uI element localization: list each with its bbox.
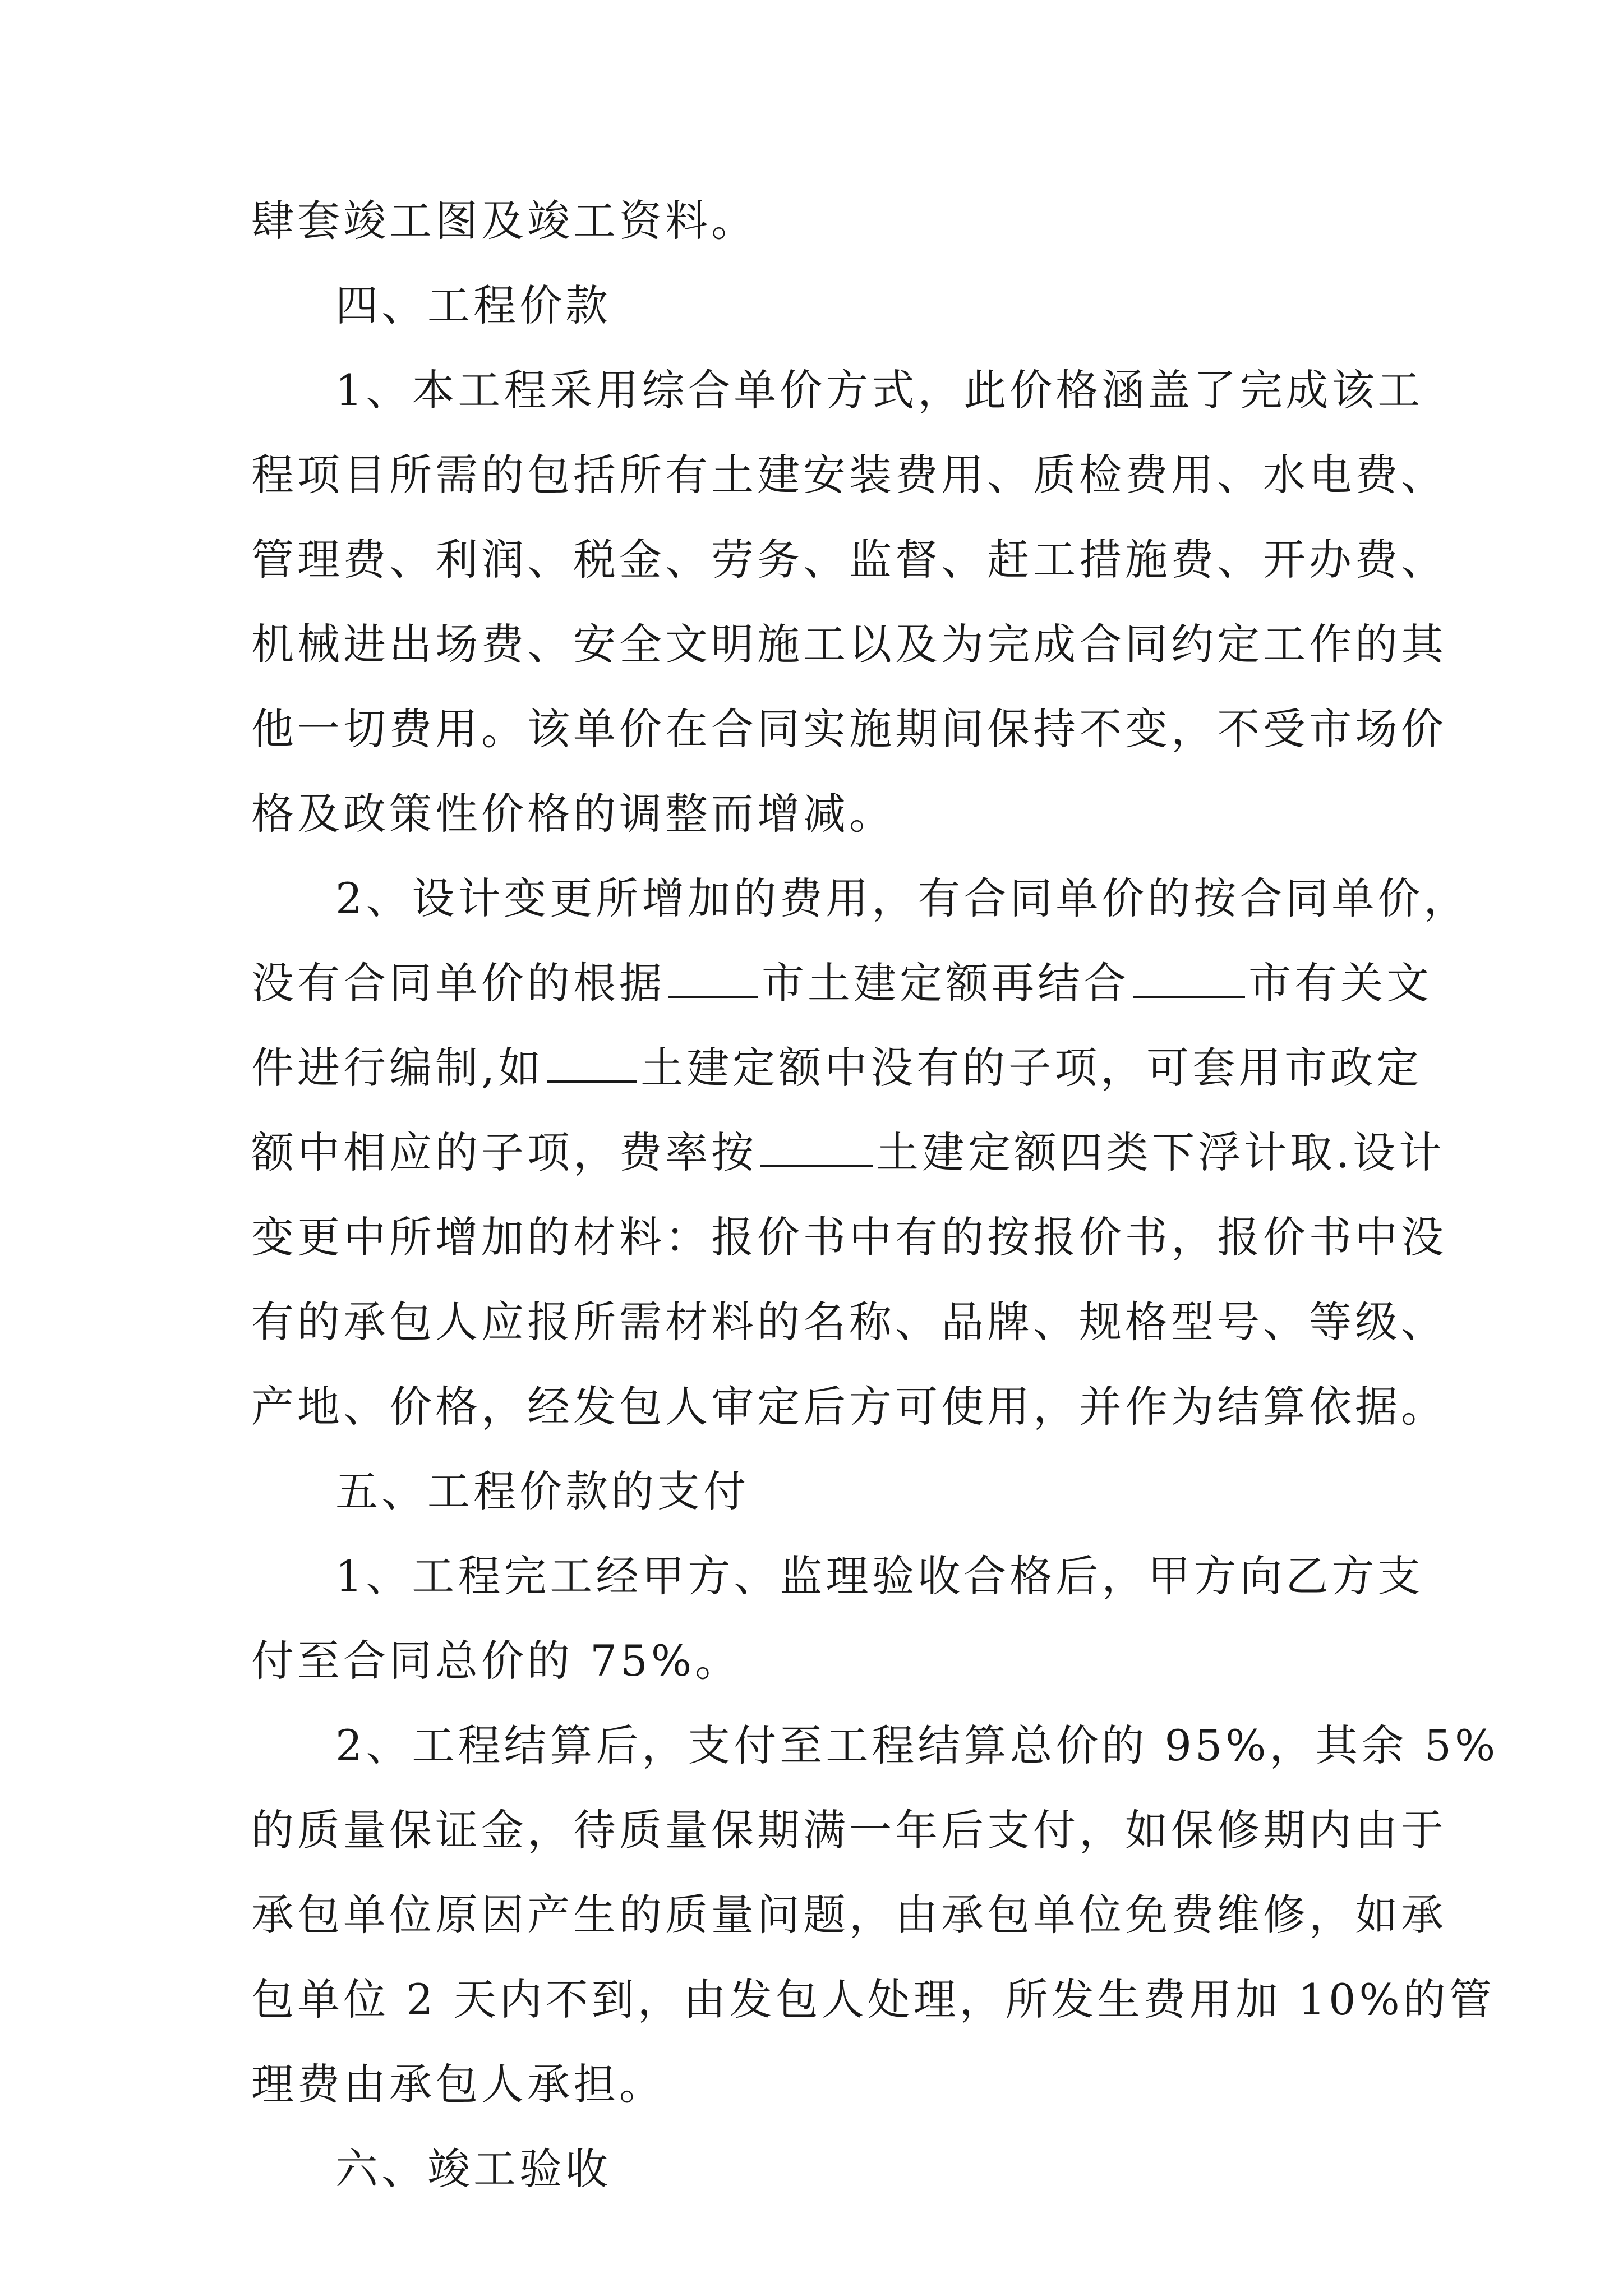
paragraph-line: 2、设计变更所增加的费用，有合同单价的按合同单价，	[335, 873, 1470, 923]
paragraph-line: 有的承包人应报所需材料的名称、品牌、规格型号、等级、	[251, 1297, 1447, 1347]
paragraph-line: 机械进出场费、安全文明施工以及为完成合同约定工作的其	[251, 619, 1447, 669]
paragraph-line: 的质量保证金，待质量保期满一年后支付，如保修期内由于	[251, 1805, 1447, 1855]
paragraph-line-with-blanks	[251, 1126, 1445, 1180]
line-text: 额中相应的子项，费率按	[251, 1128, 757, 1177]
fill-in-blank	[760, 1130, 873, 1167]
section-heading-6: 六、竣工验收	[335, 2144, 611, 2194]
paragraph-line: 肆套竣工图及竣工资料。	[251, 196, 757, 246]
paragraph-line: 承包单位原因产生的质量问题，由承包单位免费维修，如承	[251, 1890, 1447, 1940]
paragraph-line: 付至合同总价的 75%。	[251, 1636, 741, 1686]
line-text: 件进行编制,如	[251, 1043, 545, 1093]
line-text: 土建定额四类下浮计取.设计	[876, 1128, 1445, 1177]
fill-in-blank	[547, 1046, 637, 1083]
paragraph-line: 程项目所需的包括所有土建安装费用、质检费用、水电费、	[251, 450, 1447, 500]
paragraph-line-with-blanks	[251, 1041, 1422, 1095]
fill-in-blank	[1133, 961, 1245, 998]
paragraph-line: 1、本工程采用综合单价方式，此价格涵盖了完成该工	[335, 365, 1424, 415]
paragraph-line: 产地、价格，经发包人审定后方可使用，并作为结算依据。	[251, 1382, 1447, 1432]
line-text: 市有关文	[1248, 958, 1432, 1008]
paragraph-line: 格及政策性价格的调整而增减。	[251, 789, 895, 839]
paragraph-line: 1、工程完工经甲方、监理验收合格后，甲方向乙方支	[335, 1551, 1424, 1601]
paragraph-line: 理费由承包人承担。	[251, 2059, 665, 2109]
line-text: 土建定额中没有的子项，可套用市政定	[640, 1043, 1423, 1093]
paragraph-line-with-blanks	[251, 956, 1432, 1010]
section-heading-5: 五、工程价款的支付	[335, 1466, 749, 1516]
line-text: 市土建定额再结合	[762, 958, 1129, 1008]
section-heading-4: 四、工程价款	[335, 280, 611, 330]
paragraph-line: 他一切费用。该单价在合同实施期间保持不变，不受市场价	[251, 704, 1447, 754]
paragraph-line: 包单位 2 天内不到，由发包人处理，所发生费用加 10%的管	[251, 1975, 1495, 2024]
paragraph-line: 变更中所增加的材料：报价书中有的按报价书，报价书中没	[251, 1212, 1447, 1262]
paragraph-line: 管理费、利润、税金、劳务、监督、赶工措施费、开办费、	[251, 535, 1447, 585]
line-text: 没有合同单价的根据	[251, 958, 665, 1008]
paragraph-line: 2、工程结算后，支付至工程结算总价的 95%，其余 5%	[335, 1720, 1499, 1770]
fill-in-blank	[668, 961, 758, 998]
